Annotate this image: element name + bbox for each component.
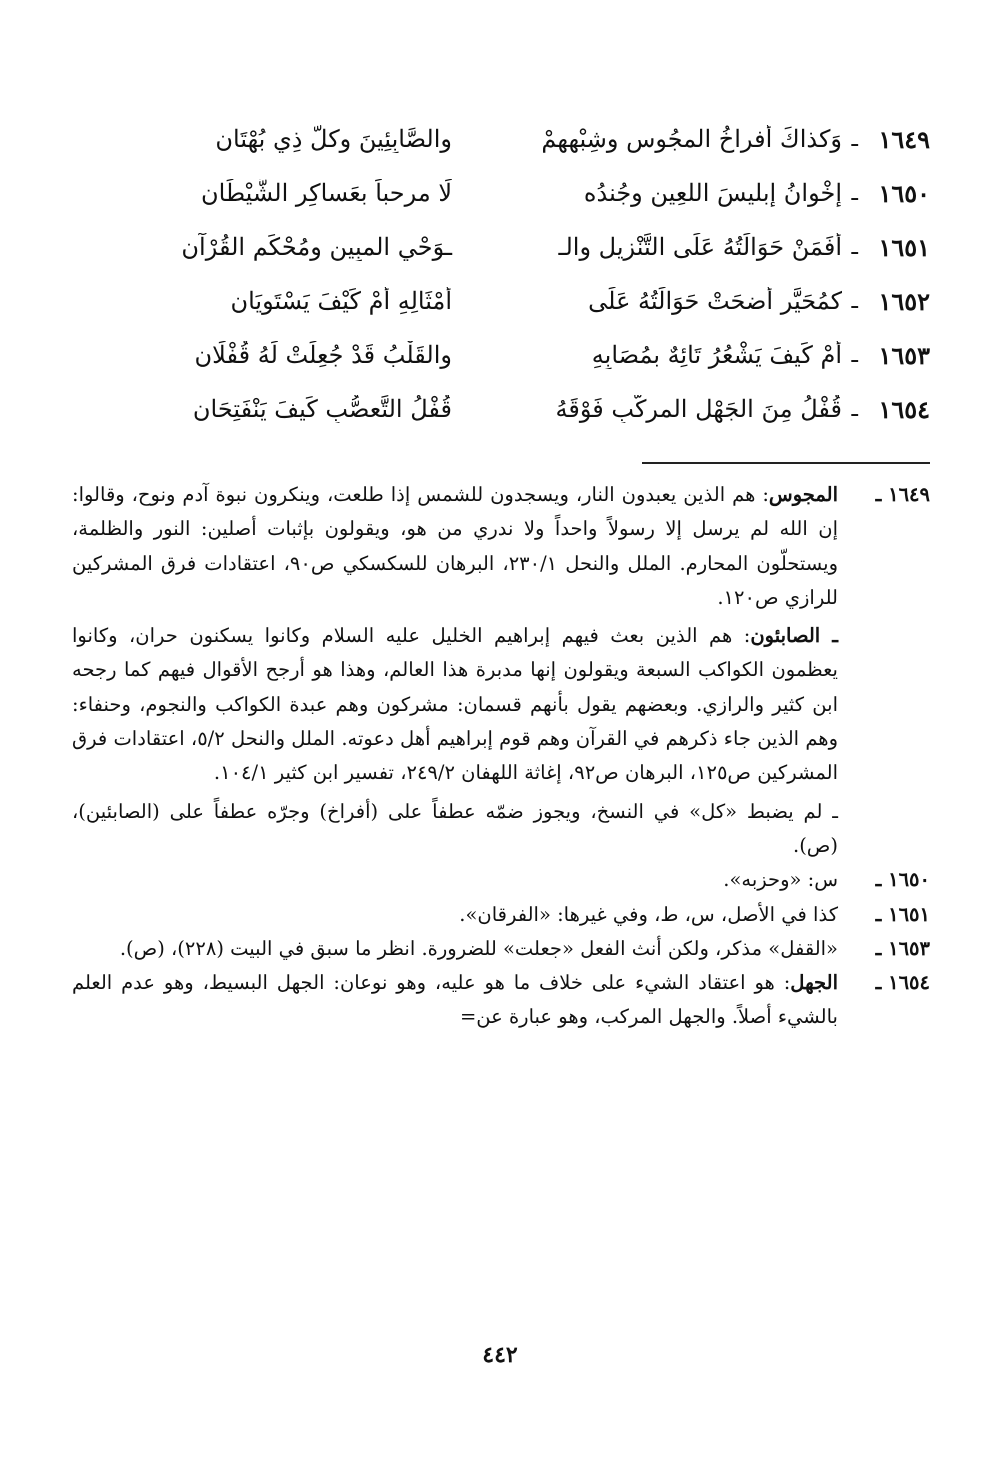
- verse-dash: ـ: [851, 126, 858, 152]
- verse-row: [70, 382, 930, 436]
- verse-number: ١٦٥١: [878, 232, 930, 262]
- footnote-term: الجهل: [790, 971, 838, 995]
- footnote-number: ١٦٤٩ ـ: [875, 483, 930, 506]
- footnotes: [72, 478, 930, 1035]
- footnote-body: [72, 932, 838, 966]
- verse-row: [70, 328, 930, 382]
- footnote-term: الصابئون: [750, 624, 821, 648]
- footnote-paragraph: [72, 795, 838, 864]
- verse-dash: ـ: [851, 234, 858, 260]
- verse-row: [70, 220, 930, 274]
- verse-number: ١٦٥٢: [878, 286, 930, 316]
- footnote-paragraph: [72, 619, 838, 790]
- verse-first-hemistich: كمُحَيَّرٍ أضحَتْ حَوَالَتُهُ عَلَى: [588, 287, 842, 315]
- footnote-text: : هو اعتقاد الشيء على خلاف ما هو عليه، وهو نوعان: الجهل البسيط، وهو عدم العلم بالشيء أصلاً. والجهل المركب، وهو عبارة عن=: [72, 971, 838, 1029]
- verse-number: ١٦٥٠: [878, 178, 930, 208]
- verse-row: [70, 274, 930, 328]
- footnote-text: ـ لم يضبط «كل» في النسخ، ويجوز ضمّه عطفاً على (أفراخ) وجرّه عطفاً على (الصابئين)، (ص).: [72, 799, 838, 857]
- footnote-paragraph: [72, 478, 838, 615]
- page-number: ٤٤٢: [482, 1342, 518, 1368]
- verse-second-hemistich: لَا مرحباً بعَساكِرِ الشَّيْطَانِ: [201, 179, 452, 207]
- verse-first-hemistich: قُفْلُ مِنَ الجَهْلِ المركَّبِ فَوْقَهُ: [555, 395, 842, 423]
- verse-number: ١٦٤٩: [878, 124, 930, 154]
- verse-first-hemistich: إخْوانُ إبليسَ اللعِينِ وجُندُه: [583, 179, 842, 207]
- verse-row: [70, 112, 930, 166]
- verse-second-hemistich: قُفْلُ التَّعصُّبِ كَيفَ يَنْفَتِحَانِ: [192, 395, 452, 423]
- footnote-lead: ـ: [820, 624, 838, 648]
- verse-second-hemistich: والقَلْبُ قَدْ جُعِلَتْ لَهُ قُفْلَانِ: [194, 341, 452, 369]
- footnote-text: كذا في الأصل، س، ط، وفي غيرها: «الفرقان».: [459, 902, 838, 926]
- verse-first-hemistich: أَفَمَنْ حَوَالَتُهُ عَلَى التَّنْزِيلِ والـ: [558, 233, 842, 261]
- verse-number: ١٦٥٤: [878, 394, 930, 424]
- footnote-body: [72, 863, 838, 897]
- footnote-1650: [72, 863, 930, 897]
- footnote-1653: [72, 932, 930, 966]
- footnote-number: ١٦٥٠ ـ: [875, 868, 930, 892]
- footnote-text: : هم الذين يعبدون النار، ويسجدون للشمس إذا طلعت، وينكرون نبوة آدم ونوح، وقالوا: إن الله لم يرسل إلا رسولاً واحداً ولا ندري من هو، ويقولون بإثبات أصلين: النور والظلمة، ويستحلّون المحارم. الملل والنحل ٢٣٠/١، البرهان للسكسكي ص٩٠، اعتقادات فرق المشركين للرازي ص١٢٠.: [72, 483, 838, 609]
- verse-second-hemistich: والصَّابِئِينَ وكلُّ ذِي بُهْتَانِ: [215, 125, 452, 153]
- footnote-number: ١٦٥٣ ـ: [875, 936, 930, 960]
- verse-second-hemistich: أَمْثَالِهِ أمْ كَيْفَ يَسْتَوِيَانِ: [230, 287, 452, 315]
- footnote-number: ١٦٥٤ ـ: [875, 971, 930, 995]
- verse-number: ١٦٥٣: [878, 340, 930, 370]
- footnote-number: ١٦٥١ ـ: [875, 902, 930, 926]
- verse-dash: ـ: [851, 396, 858, 422]
- verse-dash: ـ: [851, 342, 858, 368]
- footnote-text: «القفل» مذكر، ولكن أنث الفعل «جعلت» للضرورة. انظر ما سبق في البيت (٢٢٨)، (ص).: [119, 936, 838, 960]
- footnote-text: : هم الذين بعث فيهم إبراهيم الخليل عليه السلام وكانوا يسكنون حران، وكانوا يعظمون الكواكب السبعة ويقولون إنها مدبرة هذا العالم، وهذا هو أرجح الأقوال فيهم كما رجحه ابن كثير والرازي. وبعضهم يقول بأنهم قسمان: مشركون وهم عبدة الكواكب والنجوم، وحنفاء: وهم الذين جاء ذكرهم في القرآن وهم قوم إبراهيم أهل دعوته. الملل والنحل ٥/٢، اعتقادات فرق المشركين ص١٢٥، البرهان ص٩٢، إغاثة اللهفان ٢٤٩/٢، تفسير ابن كثير ١٠٤/١.: [72, 624, 839, 785]
- footnote-separator: [642, 462, 930, 464]
- verse-first-hemistich: وَكذاكَ أَفراخُ المجُوسِ وشِبْهِهِمْ: [541, 125, 842, 153]
- footnote-term: المجوس: [768, 483, 838, 506]
- verse-second-hemistich: ـوَحْيِ المبِينِ ومُحْكَمِ القُرْآنِ: [181, 233, 452, 261]
- footnote-1654: [72, 966, 930, 1035]
- footnote-body: [72, 478, 838, 863]
- verse-first-hemistich: أمْ كَيفَ يَشْعُرُ تَائِهٌ بمُصَابِهِ: [591, 341, 842, 369]
- verse-dash: ـ: [851, 288, 858, 314]
- poem-verses: [70, 112, 930, 436]
- footnote-body: [72, 966, 838, 1035]
- verse-row: [70, 166, 930, 220]
- verse-dash: ـ: [851, 180, 858, 206]
- footnote-1651: [72, 898, 930, 932]
- footnote-body: [72, 898, 838, 932]
- footnote-1649: [72, 478, 930, 863]
- footnote-text: س: «وحزبه».: [723, 868, 838, 892]
